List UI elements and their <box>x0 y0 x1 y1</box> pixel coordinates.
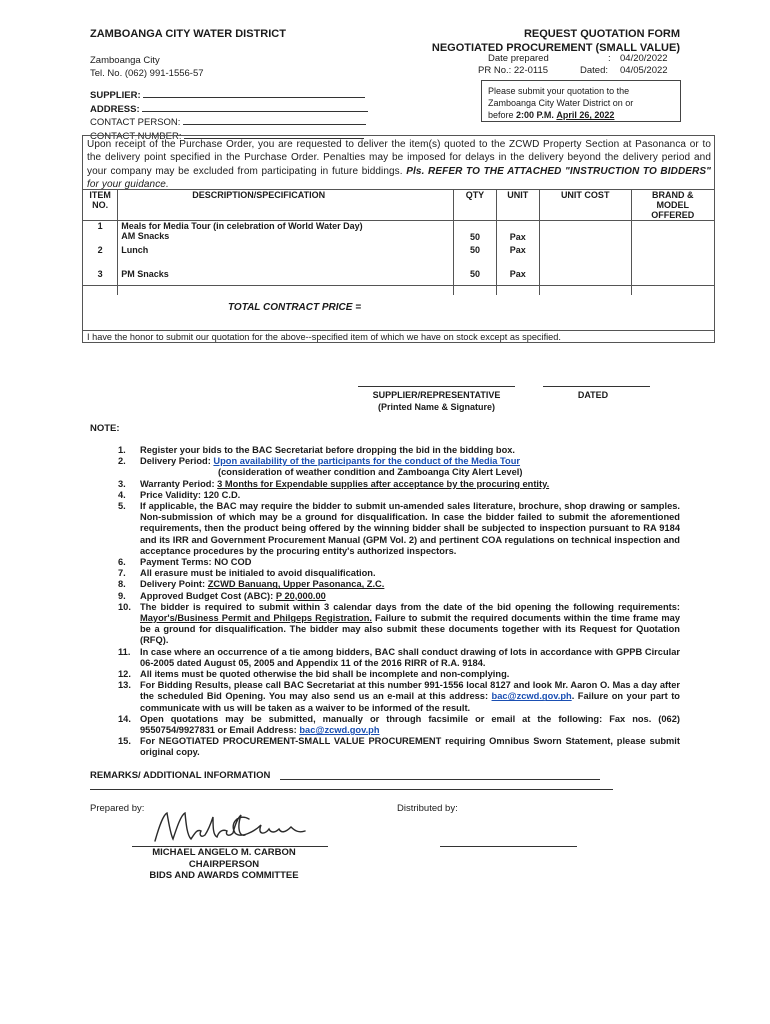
delivery-period-link[interactable]: Upon availability of the participants for the conduct of the Media Tour <box>213 456 521 467</box>
row-item-no: 1 <box>83 221 118 245</box>
list-item: 3. Warranty Period: 3 Months for Expendable supplies after acceptance by the procuring entity. <box>118 478 550 489</box>
certification-text: I have the honor to submit our quotation for the above--specified item of which we have on stock except as specified. <box>82 330 715 343</box>
intro-instruction: Pls. REFER TO THE ATTACHED "INSTRUCTION TO BIDDERS" <box>406 165 711 177</box>
list-item: 5. If applicable, the BAC may require the bidder to submit un-amended sales literature, brochure, shop drawing or samples. Non-submission of which may be a ground for disqualification. In case the bidder failed to submit the aforementioned requirements, then the product being offered by the winning bidder shall be subjected to inspection pursuant to RA 9184 and its IRR and Government Procurement Manual (GPM Vol. 2) and pertinent COA regulations on technical inspection and acceptance procedures by the procuring entity's authorized inspectors. <box>118 501 680 556</box>
dated-signature-line[interactable] <box>543 386 650 387</box>
deadline-date: April 26, 2022 <box>556 110 615 120</box>
supplier-field[interactable] <box>90 88 368 102</box>
signer-org: BIDS AND AWARDS COMMITTEE <box>149 870 299 881</box>
printed-name-label: (Printed Name & Signature) <box>377 401 496 412</box>
table-row <box>83 269 715 295</box>
list-item: 1. Register your bids to the BAC Secretariat before dropping the bid in the bidding box. <box>118 445 515 455</box>
items-table <box>82 189 715 295</box>
row-description: Lunch <box>118 245 454 269</box>
row-brand-model[interactable] <box>631 245 714 269</box>
row-unit-cost[interactable] <box>539 269 631 295</box>
row-qty: 50 <box>454 269 497 295</box>
row-unit: Pax <box>496 245 539 269</box>
row-item-no: 3 <box>83 269 118 295</box>
table-divider <box>82 285 715 286</box>
pr-number: PR No.: 22-0115 <box>478 65 549 76</box>
address-field[interactable] <box>90 102 368 116</box>
contact-number-label: CONTACT NUMBER: <box>90 130 182 142</box>
submission-deadline <box>488 109 674 121</box>
list-item: 2. Delivery Period: Upon availability of the participants for the conduct of the Media Tour (consideration of weather condition and Zamboanga City Alert Level) <box>140 456 680 478</box>
row-desc-sub: AM Snacks <box>121 231 170 241</box>
supplier-rep-title: SUPPLIER/REPRESENTATIVE <box>372 390 501 400</box>
form-title: REQUEST QUOTATION FORM <box>523 28 680 40</box>
col-item-no: ITEM NO. <box>83 190 118 221</box>
deadline-time: 2:00 P.M. <box>516 110 554 120</box>
remarks-line[interactable] <box>280 779 600 780</box>
prepared-by-label: Prepared by: <box>90 803 145 814</box>
row-qty: 50 <box>454 245 497 269</box>
supplier-label: SUPPLIER: <box>90 90 141 101</box>
list-item: 9. Approved Budget Cost (ABC): P 20,000.00 <box>118 590 326 601</box>
list-item: 14. Open quotations may be submitted, manually or through facsimile or email at the following: Fax nos. (062) 9550754/9927831 or Email Address: bac@zcwd.gov.ph <box>118 713 680 736</box>
date-prepared-colon: : <box>608 53 611 64</box>
distributor-signature-line[interactable] <box>440 846 577 847</box>
dated-value: 04/05/2022 <box>620 65 668 76</box>
date-prepared-label: Date prepared <box>488 53 549 64</box>
row-description: PM Snacks <box>118 269 454 295</box>
remarks-label-text: REMARKS/ ADDITIONAL INFORMATION <box>90 770 271 781</box>
form-meta <box>478 53 668 77</box>
table-row <box>83 245 715 269</box>
remarks-line-2[interactable] <box>90 789 613 790</box>
list-item: 13. For Bidding Results, please call BAC Secretariat at this number 991-1556 local 8127 and look Mr. Aaron O. Mas a day after the scheduled Bid Opening. You may also send us an e-mail at this address: bac@zcwd.gov.ph. Failure on your part to communicate with us will be taken as a waiver to be informed of the result. <box>118 680 680 713</box>
row-unit-cost[interactable] <box>539 245 631 269</box>
col-unit-cost: UNIT COST <box>539 190 631 221</box>
distributed-by-label: Distributed by: <box>397 803 458 814</box>
org-city: Zamboanga City <box>90 55 160 66</box>
row-qty: 50 <box>454 221 497 245</box>
signer-title: CHAIRPERSON <box>188 858 260 870</box>
dated-label: Dated: <box>580 65 608 76</box>
signer-block <box>130 847 318 882</box>
intro-paragraph <box>87 138 711 191</box>
contact-person-field[interactable] <box>90 115 368 129</box>
notes-list <box>118 445 681 759</box>
deadline-prefix: before <box>488 110 517 120</box>
list-item: 15. For NEGOTIATED PROCUREMENT-SMALL VALUE PROCUREMENT requiring Omnibus Sworn Statement, please submit original copy. <box>118 736 680 758</box>
row-unit: Pax <box>496 221 539 245</box>
intro-tail: for your guidance. <box>87 178 169 190</box>
row-unit: Pax <box>496 269 539 295</box>
dated-label-under: DATED <box>577 390 609 400</box>
list-item: 12. All items must be quoted otherwise the bid shall be incomplete and non-complying. <box>118 669 510 680</box>
org-name: ZAMBOANGA CITY WATER DISTRICT <box>90 28 286 40</box>
table-header <box>83 190 715 221</box>
notes-heading: NOTE: <box>90 423 120 434</box>
contact-person-label: CONTACT PERSON: <box>90 117 181 128</box>
row-description <box>118 221 454 245</box>
list-item: 4. Price Validity: 120 C.D. <box>118 489 241 500</box>
address-label: ADDRESS: <box>90 103 140 115</box>
list-item: 6. Payment Terms: NO COD <box>118 557 252 568</box>
submission-note-line: Zamboanga City Water District on or <box>488 98 634 108</box>
submission-note <box>481 80 681 122</box>
col-brand-model: BRAND & MODEL OFFERED <box>631 190 714 221</box>
row-brand-model[interactable] <box>631 221 714 245</box>
org-address <box>90 54 204 80</box>
submission-note-line: Please submit your quotation to the <box>488 86 630 96</box>
bac-email-link[interactable]: bac@zcwd.gov.ph <box>299 725 380 736</box>
col-unit: UNIT <box>496 190 539 221</box>
row-desc-main: Meals for Media Tour (in celebration of World Water Day) <box>121 221 363 231</box>
col-qty: QTY <box>454 190 497 221</box>
col-description: DESCRIPTION/SPECIFICATION <box>118 190 454 221</box>
list-item: 8. Delivery Point: ZCWD Banuang, Upper Pasonanca, Z.C. <box>118 579 385 590</box>
handwritten-signature <box>145 805 310 847</box>
row-brand-model[interactable] <box>631 269 714 295</box>
signer-name: MICHAEL ANGELO M. CARBON <box>152 847 296 858</box>
supplier-fields <box>90 88 368 142</box>
list-item: 11. In case where an occurrence of a tie among bidders, BAC shall conduct drawing of lots in accordance with GPPB Circular 06-2005 dated August 05, 2005 and Appendix 11 of the 2016 RIRR of R.A. 9184. <box>118 646 680 668</box>
form-title-block <box>432 27 680 55</box>
org-tel: Tel. No. (062) 991-1556-57 <box>90 68 204 79</box>
bac-email-link[interactable]: bac@zcwd.gov.ph <box>491 691 572 702</box>
supplier-signature-line[interactable] <box>358 386 515 387</box>
table-row <box>83 221 715 245</box>
list-item: 10. The bidder is required to submit within 3 calendar days from the date of the bid opening the following requirements: Mayor's/Business Permit and Philgeps Registration. Failure to submit the required documents within the time frame may be a ground for disqualification. The bidder may also submit these documents together with its Request for Quotation (RFQ). <box>118 601 681 646</box>
row-unit-cost[interactable] <box>539 221 631 245</box>
remarks-label <box>90 770 270 781</box>
delivery-period-note: (consideration of weather condition and Zamboanga City Alert Level) <box>218 467 523 478</box>
supplier-rep-label <box>358 390 515 413</box>
row-item-no: 2 <box>83 245 118 269</box>
date-prepared-value: 04/20/2022 <box>620 53 668 64</box>
intro-text: Upon receipt of the Purchase Order, you are requested to deliver the item(s) quoted to the ZCWD Property Section at Pasonanca or to the delivery point specified in the Purchase Order. Penalties may be imposed for delays in the delivery beyond the delivery period and your company may be excluded from participating in future biddings. <box>87 139 711 177</box>
list-item: 7. All erasure must be initialed to avoid disqualification. <box>118 568 376 579</box>
form-subtitle: NEGOTIATED PROCUREMENT (SMALL VALUE) <box>431 42 680 54</box>
total-contract-price: TOTAL CONTRACT PRICE = <box>228 302 362 313</box>
